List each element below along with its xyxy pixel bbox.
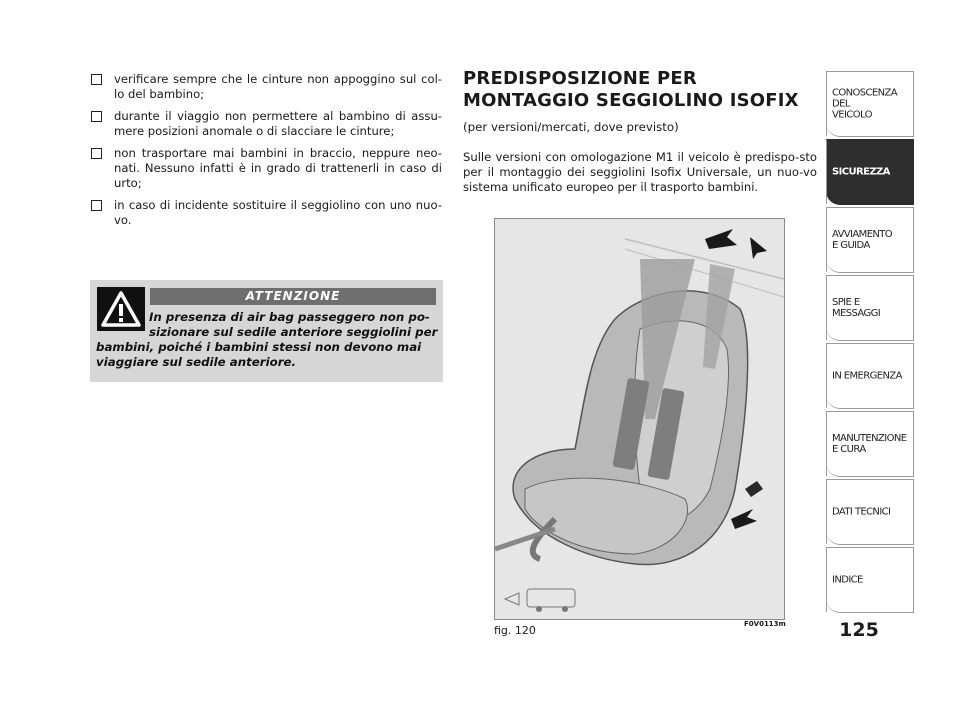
- safety-bullet-list: [90, 72, 442, 235]
- list-item: verificare sempre che le cinture non appoggino sul col-lo del bambino;: [90, 72, 442, 102]
- section-subtitle: (per versioni/mercati, dove previsto): [463, 120, 679, 134]
- list-item: in caso di incidente sostituire il seggiolino con uno nuo-vo.: [90, 198, 442, 228]
- checkbox-bullet-icon: [91, 148, 102, 159]
- list-item: non trasportare mai bambini in braccio, neppure neo-nati. Nessuno infatti è in grado di trattenerli in caso di urto;: [90, 146, 442, 191]
- tab-dati-tecnici[interactable]: DATI TECNICI: [826, 479, 914, 545]
- figure-code: F0V0113m: [744, 620, 786, 628]
- rotation-arrow-icon: [705, 229, 767, 259]
- section-paragraph: Sulle versioni con omologazione M1 il veicolo è predispo-sto per il montaggio dei seggiolini Isofix Universale, un nuo-vo sistema unificato europeo per il trasporto bambini.: [463, 150, 817, 194]
- warning-text-rest: bambini, poiché i bambini stessi non devono mai viaggiare sul sedile anteriore.: [96, 340, 422, 369]
- list-item: durante il viaggio non permettere al bambino di assu-mere posizioni anomale o di slacciare le cinture;: [90, 109, 442, 139]
- warning-text: [96, 310, 439, 370]
- figure-caption: fig. 120: [494, 624, 536, 637]
- isofix-seat-illustration: [494, 218, 785, 620]
- checkbox-bullet-icon: [91, 74, 102, 85]
- page-number: 125: [839, 619, 879, 641]
- tab-sicurezza[interactable]: SICUREZZA: [826, 139, 914, 205]
- tab-avviamento-e-guida[interactable]: AVVIAMENTO E GUIDA: [826, 207, 914, 273]
- warning-text-first: In presenza di air bag passeggero non po- sizionare sul sedile anteriore seggiolini per: [149, 310, 438, 339]
- tab-in-emergenza[interactable]: IN EMERGENZA: [826, 343, 914, 409]
- checkbox-bullet-icon: [91, 200, 102, 211]
- tab-spie-e-messaggi[interactable]: SPIE E MESSAGGI: [826, 275, 914, 341]
- section-title: PREDISPOSIZIONE PER MONTAGGIO SEGGIOLINO ISOFIX: [463, 68, 799, 111]
- tab-indice[interactable]: INDICE: [826, 547, 914, 613]
- vehicle-position-icon: [505, 589, 575, 612]
- tab-manutenzione-e-cura[interactable]: MANUTENZIONE E CURA: [826, 411, 914, 477]
- checkbox-bullet-icon: [91, 111, 102, 122]
- tab-conoscenza-del-veicolo[interactable]: CONOSCENZA DEL VEICOLO: [826, 71, 914, 137]
- warning-heading: ATTENZIONE: [150, 288, 436, 305]
